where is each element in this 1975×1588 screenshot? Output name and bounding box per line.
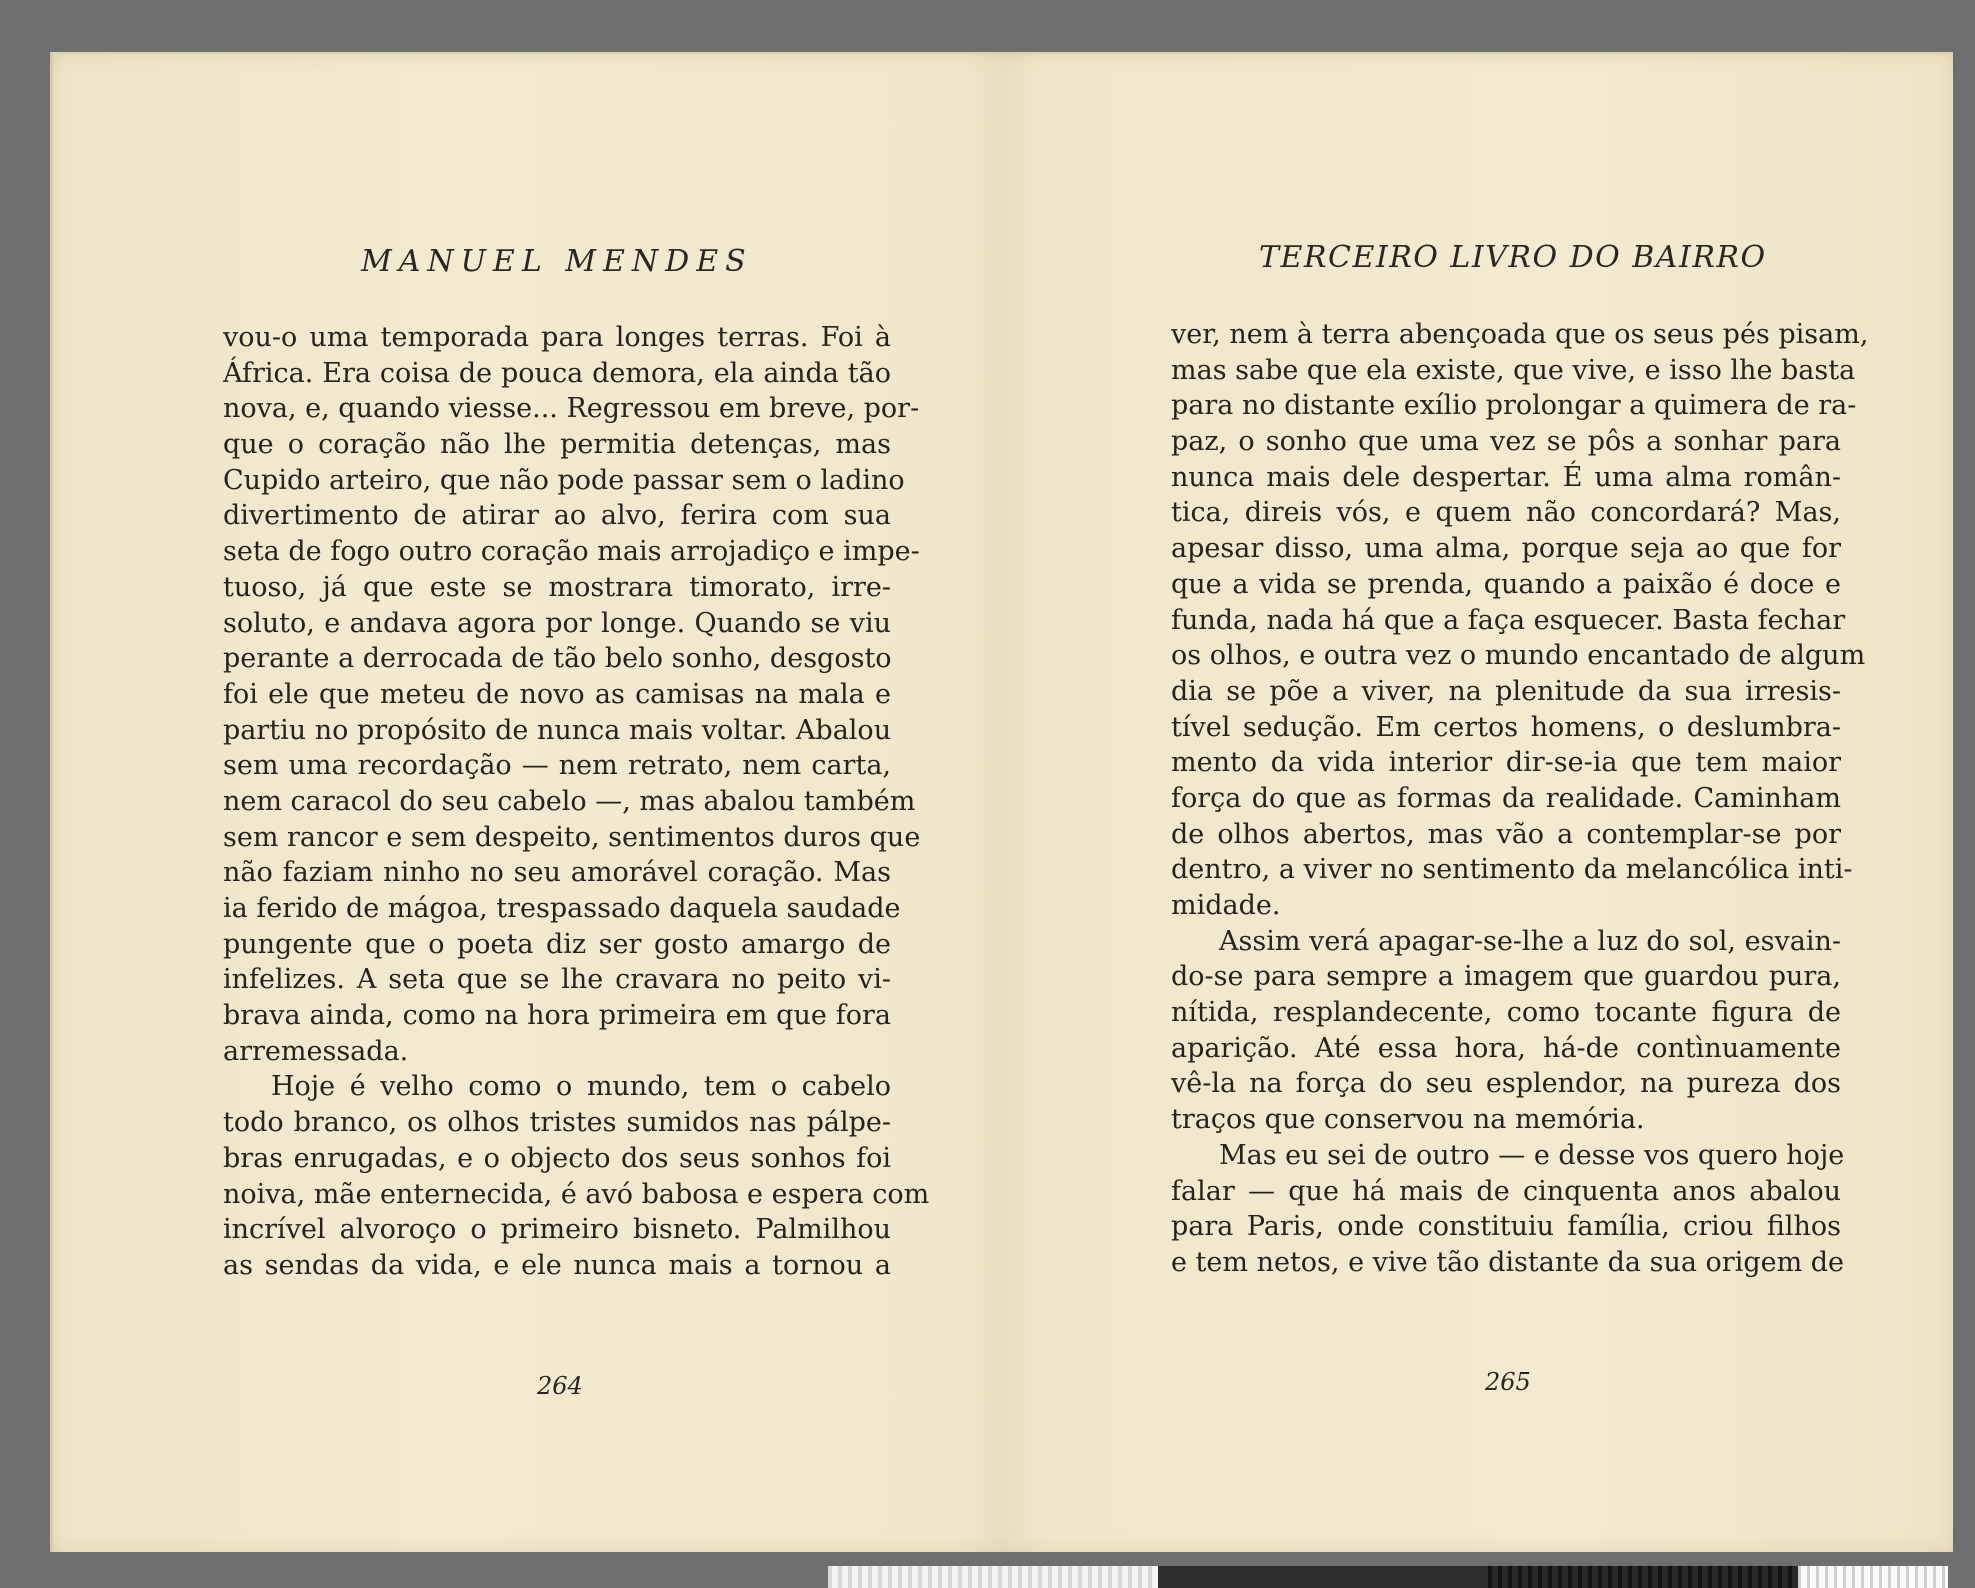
text-line: não faziam ninho no seu amorável coração. Mas <box>223 857 891 889</box>
text-line: mento da vida interior dir-se-ia que tem maior <box>1171 747 1841 779</box>
text-line: vou-o uma temporada para longes terras. Foi à <box>223 322 891 353</box>
text-line: dentro, a viver no sentimento da melancólica inti- <box>1171 854 1853 886</box>
text-line: traços que conservou na memória. <box>1171 1104 1645 1136</box>
text-line: tica, direis vós, e quem não concordará? Mas, <box>1171 497 1841 529</box>
scale-segment <box>828 1566 1158 1588</box>
text-line: tuoso, já que este se mostrara timorato, irre- <box>223 571 891 603</box>
text-line: noiva, mãe enternecida, é avó babosa e espera com <box>223 1178 930 1210</box>
text-line: para Paris, onde constituiu família, criou filhos <box>1171 1211 1841 1243</box>
text-line: os olhos, e outra vez o mundo encantado de algum <box>1171 640 1866 672</box>
text-line: Cupido arteiro, que não pode passar sem o ladino <box>223 464 905 496</box>
right-page <box>1003 54 1953 1552</box>
text-line: divertimento de atirar ao alvo, ferira com sua <box>223 500 891 532</box>
left-page <box>53 54 1003 1552</box>
text-line: soluto, e andava agora por longe. Quando se viu <box>223 607 891 639</box>
text-line: África. Era coisa de pouca demora, ela ainda tão <box>223 357 891 389</box>
text-line: sem uma recordação — nem retrato, nem carta, <box>223 750 891 782</box>
text-line: brava ainda, como na hora primeira em que fora <box>223 1000 891 1032</box>
text-line: paz, o sonho que uma vez se pôs a sonhar para <box>1171 426 1841 458</box>
text-line: e tem netos, e vive tão distante da sua origem de <box>1171 1246 1845 1278</box>
text-line: sem rancor e sem despeito, sentimentos duros que <box>223 821 921 853</box>
text-line: todo branco, os olhos tristes sumidos nas pálpe- <box>223 1107 891 1139</box>
running-head-author: MANUEL MENDES <box>361 244 753 279</box>
scale-segment <box>1158 1566 1488 1588</box>
text-line: força do que as formas da realidade. Caminham <box>1171 782 1841 814</box>
text-line: partiu no propósito de nunca mais voltar. Abalou <box>223 714 892 746</box>
text-line: falar — que há mais de cinquenta anos abalou <box>1171 1175 1841 1207</box>
page-number: 265 <box>1485 1368 1531 1396</box>
text-line: para no distante exílio prolongar a quimera de ra- <box>1171 390 1857 422</box>
text-line: Mas eu sei de outro — e desse vos quero hoje <box>1219 1139 1845 1171</box>
book-spread <box>50 52 1953 1552</box>
text-line: tível sedução. Em certos homens, o deslumbra- <box>1171 711 1841 743</box>
text-line: Assim verá apagar-se-lhe a luz do sol, esvain- <box>1219 925 1841 957</box>
text-line: nova, e, quando viesse... Regressou em breve, por- <box>223 393 920 425</box>
text-line: vê-la na força do seu esplendor, na pureza dos <box>1171 1068 1841 1100</box>
color-calibration-scale <box>828 1566 1948 1588</box>
text-line: do-se para sempre a imagem que guardou pura, <box>1171 961 1841 993</box>
scale-segment <box>1488 1566 1798 1588</box>
text-line: perante a derrocada de tão belo sonho, desgosto <box>223 643 892 675</box>
text-line: que a vida se prenda, quando a paixão é doce e <box>1171 568 1841 600</box>
text-line: as sendas da vida, e ele nunca mais a tornou a <box>223 1249 891 1281</box>
text-line: seta de fogo outro coração mais arrojadiço e impe- <box>223 536 920 568</box>
text-line: nunca mais dele despertar. É uma alma român- <box>1171 461 1841 493</box>
scale-segment <box>1798 1566 1948 1588</box>
text-line: midade. <box>1171 890 1281 921</box>
text-line: ia ferido de mágoa, trespassado daquela saudade <box>223 893 901 924</box>
text-line: bras enrugadas, e o objecto dos seus sonhos foi <box>223 1142 891 1174</box>
text-line: de olhos abertos, mas vão a contemplar-se por <box>1171 818 1841 850</box>
text-line: nem caracol do seu cabelo —, mas abalou também <box>223 785 916 817</box>
text-line: Hoje é velho como o mundo, tem o cabelo <box>271 1071 891 1103</box>
text-line: funda, nada há que a faça esquecer. Basta fechar <box>1171 604 1846 636</box>
text-line: arremessada. <box>223 1035 409 1067</box>
text-line: mas sabe que ela existe, que vive, e isso lhe basta <box>1171 354 1856 386</box>
text-line: pungente que o poeta diz ser gosto amargo de <box>223 928 891 960</box>
text-line: foi ele que meteu de novo as camisas na mala e <box>223 678 891 710</box>
left-page-text <box>223 320 930 1284</box>
running-head-title: TERCEIRO LIVRO DO BAIRRO <box>1259 240 1767 275</box>
text-line: que o coração não lhe permitia detenças, mas <box>223 429 891 461</box>
text-line: ver, nem à terra abençoada que os seus pés pisam, <box>1171 319 1869 350</box>
text-line: nítida, resplandecente, como tocante figura de <box>1171 997 1841 1029</box>
text-line: incrível alvoroço o primeiro bisneto. Palmilhou <box>223 1214 891 1246</box>
text-line: dia se põe a viver, na plenitude da sua irresis- <box>1171 675 1841 707</box>
text-line: infelizes. A seta que se lhe cravara no peito vi- <box>223 964 891 996</box>
page-number: 264 <box>537 1372 583 1400</box>
text-line: apesar disso, uma alma, porque seja ao que for <box>1171 533 1841 565</box>
text-line: aparição. Até essa hora, há-de contìnuamente <box>1171 1032 1841 1064</box>
right-page-text <box>1171 317 1869 1281</box>
